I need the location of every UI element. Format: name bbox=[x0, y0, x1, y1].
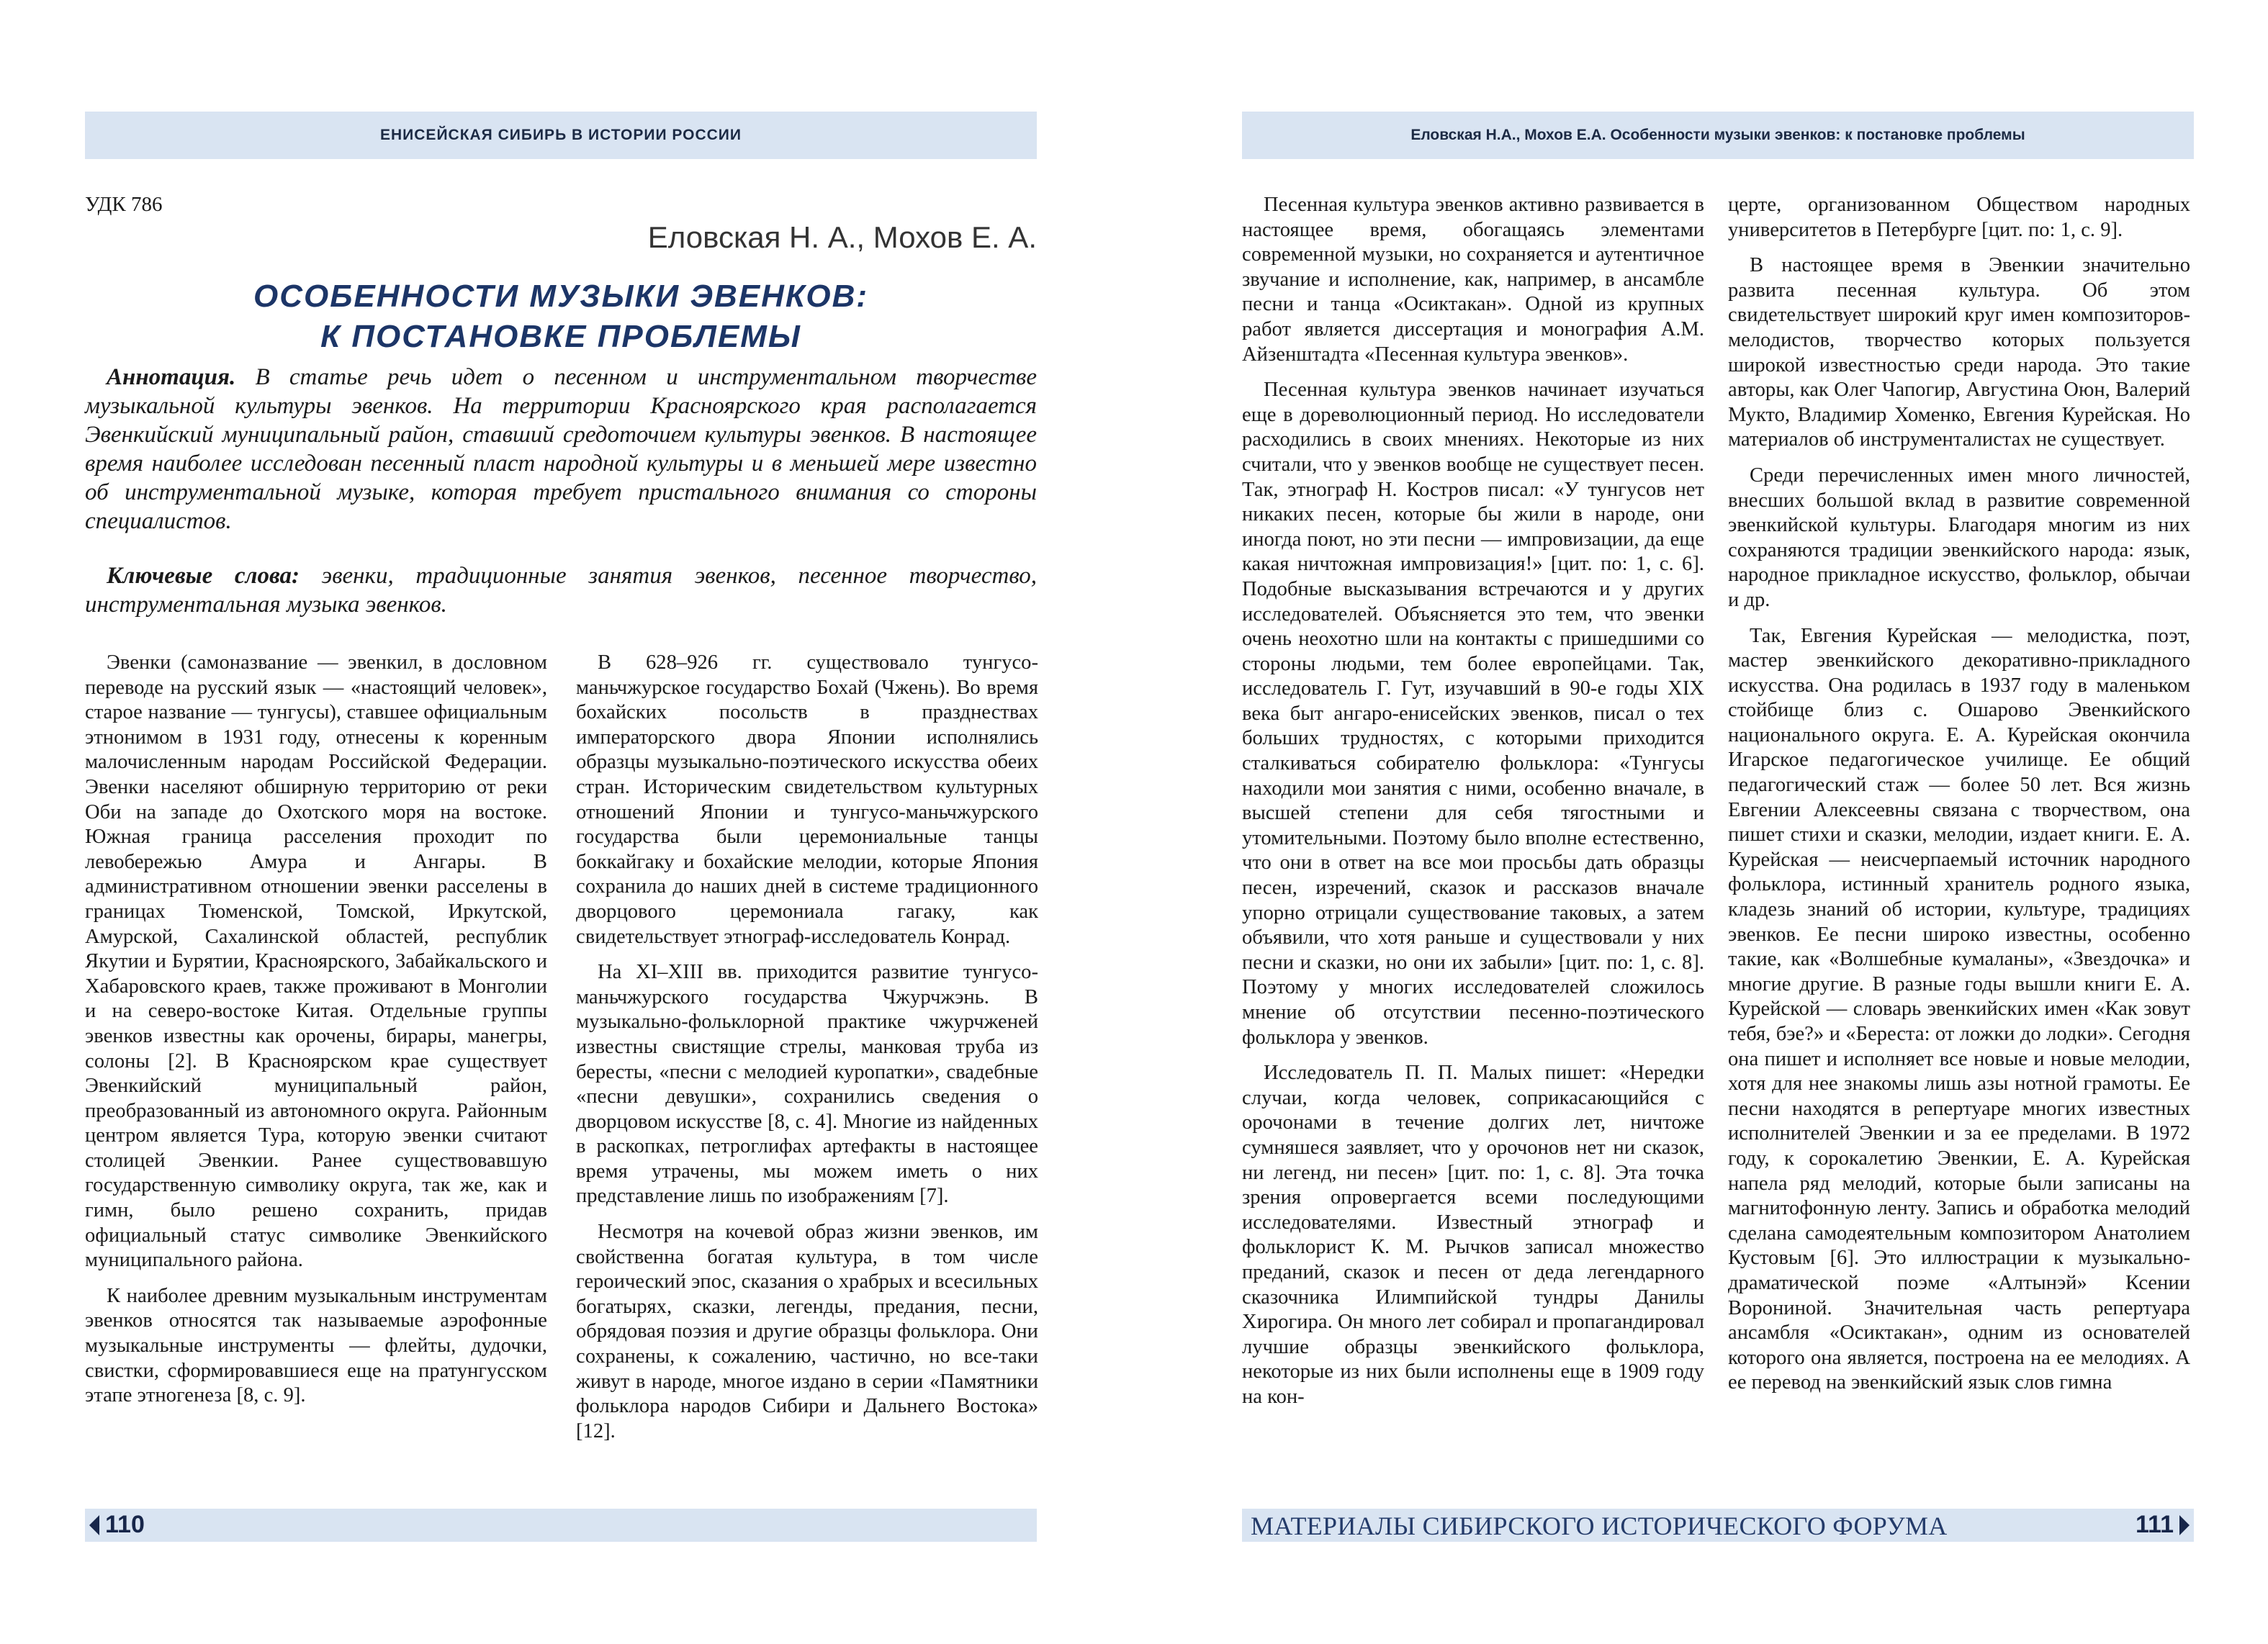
paragraph: Так, Евгения Курейская — мелодистка, поэт, мастер эвенкийского декоративно-прикладного искусства. Она родилась в 1937 году в маленьком стойбище близ с. Ошарово Эвенкийского национального округа. Е. А. Курейская окончила Игарское педагогическое училище. Ее общий педагогический стаж — более 50 лет. Вся жизнь Евгении Алексеевны связана с творчеством, она пишет стихи и сказки, мелодии, издает книги. Е. А. Курейская — неисчерпаемый источник народного фольклора, истинный хранитель родного языка, кладезь знаний об истории, культуре, традициях эвенков. Ее песни широко известны, особенно такие, как «Волшебные кумаланы», «Звездочка» и многие другие. В разные годы вышли книги Е. А. Курейской — словарь эвенкийских имен «Как зовут тебя, бэе?» и «Береста: от ложки до лодки». Сегодня она пишет и исполняет все новые и новые мелодии, хотя для нее знакомы лишь азы нотной грамоты. Ее песни находятся в репертуаре многих известных исполнителей Эвенкии и за ее пределами. В 1972 году, к сорокалетию Эвенкии, Е. А. Курейская напела ряд мелодий, которые были записаны на магнитофонную ленту. Запись и обработка мелодий сделана самодеятельным композитором Анатолием Кустовым [6]. Это иллюстрации к музыкально-драматической поэме «Алтынэй» Ксении Ворониной. Значительная часть репертуара ансамбля «Осиктакан», одним из основателей которого она является, построена на ее мелодиях. А ее перевод на эвенкийский язык слов гимна bbox=[1728, 624, 2190, 1394]
journal-title: МАТЕРИАЛЫ СИБИРСКОГО ИСТОРИЧЕСКОГО ФОРУМА bbox=[1251, 1512, 1948, 1540]
udk-code: УДК 786 bbox=[85, 193, 163, 216]
authors: Еловская Н. А., Мохов Е. А. bbox=[647, 220, 1037, 254]
left-column-1 bbox=[85, 651, 547, 1419]
keywords-text: эвенки, традиционные занятия эвенков, песенное творчество, инструментальная музыка эвенков. bbox=[85, 563, 1037, 618]
paragraph-continued: церте, организованном Обществом народных университетов в Петербурге [цит. по: 1, с. 9]. bbox=[1728, 194, 2190, 241]
paragraph: На XI–XIII вв. приходится развитие тунгусо-маньчжурского государства Чжурчжэнь. В музыкально-фольклорной практике чжурчженей известны свистящие стрелы, манковая труба из бересты, «песни с мелодией куропатки», свадебные «песни девушки», сохранились сведения о дворцовом искусстве [8, с. 4]. Многие из найденных в раскопках, петроглифах артефакты в настоящее время утрачены, мы можем иметь о них представление лишь по изображениям [7]. bbox=[576, 961, 1038, 1208]
running-head-right bbox=[1242, 112, 2194, 159]
title-line-1: ОСОБЕННОСТИ МУЗЫКИ ЭВЕНКОВ: bbox=[253, 279, 869, 314]
chevron-left-icon bbox=[89, 1515, 99, 1535]
running-head-left bbox=[85, 112, 1037, 159]
keywords-label: Ключевые слова: bbox=[107, 563, 300, 589]
page-number-text: 110 bbox=[105, 1511, 145, 1538]
article-title bbox=[85, 276, 1037, 357]
footer-left bbox=[85, 1509, 1037, 1542]
running-head-text: Еловская Н.А., Мохов Е.А. Особенности музыки эвенков: к постановке проблемы bbox=[1410, 127, 2025, 143]
paragraph: Песенная культура эвенков активно развивается в настоящее время, обогащаясь элементами современной музыки, но сохраняется и аутентичное звучание и исполнение, как, например, в ансамбле песни и танца «Осиктакан». Одной из крупных работ является диссертация и монография А.М. Айзенштадта «Песенная культура эвенков». bbox=[1242, 194, 1704, 366]
paragraph: Несмотря на кочевой образ жизни эвенков, им свойственна богатая культура, в том числе героический эпос, сказания о храбрых и всесильных богатырях, сказки, легенды, предания, песни, обрядовая поэзия и другие образцы фольклора. Они сохранены, к сожалению, частично, но все-таки живут в народе, многое издано в серии «Памятники фольклора народов Сибири и Дальнего Востока» [12]. bbox=[576, 1221, 1038, 1442]
paragraph: Среди перечисленных имен много личностей, внесших большой вклад в развитие современной эвенкийской культуры. Благодаря многим из них сохраняются традиции эвенкийского народа: язык, народное прикладное искусство, фольклор, обычаи и др. bbox=[1728, 464, 2190, 611]
paragraph: Песенная культура эвенков начинает изучаться еще в дореволюционный период. Но исследователи расходились в своих мнениях. Некоторые из них считали, что у эвенков вообще не существует песен. Так, этнограф Н. Костров писал: «У тунгусов нет никаких песен, которые бы жили в народе, они иногда поют, но эти песни — импровизации, да еще какая ничтожная импровизация!» [цит. по: 1, с. 6]. Подобные высказывания встречаются и у других исследователей. Объясняется это тем, что эвенки очень неохотно шли на контакты с пришедшими со стороны людьми, тем более европейцами. Так, исследователь Г. Гут, изучавший в 90-е годы XIX века быт ангаро-енисейских эвенков, писал о тех больших трудностях, с которыми приходится сталкиваться собирателю фольклора: «Тунгусы находили мои занятия с ними, особенно вначале, в высшей степени для себя тягостными и утомительными. Поэтому было вполне естественно, что они в ответ на все мои просьбы дать образцы песен, изречений, сказок и рассказов вначале упорно отрицали существование таковых, а затем объявили, что хотя раньше и существовали у них песни и сказки, но они их забыли» [цит. по: 1, с. 8]. Поэтому у многих исследователей сложилось мнение об отсутствии песенно-поэтического фольклора у эвенков. bbox=[1242, 379, 1704, 1049]
left-column-2 bbox=[576, 651, 1038, 1455]
keywords bbox=[85, 561, 1037, 619]
paragraph: В настоящее время в Эвенкии значительно развита песенная культура. Об этом свидетельствует широкий круг имен композиторов-мелодистов, творчество которых пользуется широкой известностью среди народа. Это такие авторы, как Олег Чапогир, Августина Оюн, Валерий Мукто, Владимир Хоменко, Евгения Курейская. Но материалов об инструменталистах не существует. bbox=[1728, 254, 2190, 451]
right-page bbox=[1134, 0, 2268, 1644]
paragraph: К наиболее древним музыкальным инструментам эвенков относятся так называемые аэрофонные музыкальные инструменты — флейты, дудочки, свистки, сформировавшиеся еще на пратунгусском этапе этногенеза [8, с. 9]. bbox=[85, 1284, 547, 1407]
page-number-left bbox=[89, 1511, 145, 1539]
running-head-text: ЕНИСЕЙСКАЯ СИБИРЬ В ИСТОРИИ РОССИИ bbox=[380, 127, 742, 143]
paragraph: Исследователь П. П. Малых пишет: «Нередки случаи, когда человек, соприкасающийся с орочонами в течение долгих лет, ничтоже сумняшеся заявляет, что у орочонов нет ни сказок, ни легенд, ни песен» [цит. по: 1, с. 8]. Эта точка зрения опровергается всеми последующими исследователями. Известный этнограф и фольклорист К. М. Рычков записал множество преданий, сказок и песен от деда легендарного сказочника Илимпийской тундры Данилы Хирогира. Он много лет собирал и пропагандировал лучшие образцы эвенкийского фольклора, некоторые из них были исполнены еще в 1909 году на кон- bbox=[1242, 1062, 1704, 1408]
right-column-2 bbox=[1728, 193, 2190, 1406]
paragraph: В 628–926 гг. существовало тунгусо-маньчжурское государство Бохай (Чжень). Во время бохайских посольств в празднествах императорского двора Японии исполнялись образцы музыкально-поэтического искусства обеих стран. Историческим свидетельством культурных отношений Японии и тунгусо-маньчжурского государства были церемониальные танцы боккайгаку и бохайские мелодии, которые Япония сохранила до наших дней в системе традиционного дворцового церемониала гагаку, как свидетельствует этнограф-исследователь Конрад. bbox=[576, 651, 1038, 948]
abstract bbox=[85, 363, 1037, 536]
footer-right bbox=[1242, 1509, 2194, 1542]
abstract-text: В статье речь идет о песенном и инструментальном творчестве музыкальной культуры эвенков. На территории Красноярского края располагается Эвенкийский муниципальный район, ставший средоточием культуры эвенков. В настоящее время наиболее исследован песенный пласт народной культуры и в меньшей мере известно об инструментальной музыке, которая требует пристального внимания со стороны специалистов. bbox=[85, 364, 1037, 534]
paragraph: Эвенки (самоназвание — эвенкил, в дословном переводе на русский язык — «настоящий человек», старое название — тунгусы), ставшее официальным этнонимом в 1931 году, отнесены к коренным малочисленным народам Российской Федерации. Эвенки населяют обширную территорию от реки Оби на западе до Охотского моря на востоке. Южная граница расселения проходит по левобережью Амура и Ангары. В административном отношении эвенки расселены в границах Тюменской, Томской, Иркутской, Амурской, Сахалинской областей, республик Якутии и Бурятии, Красноярского, Забайкальского и Хабаровского краев, также проживают в Монголии и на северо-востоке Китая. Отдельные группы эвенков известны как орочены, бирары, манегры, солоны [2]. В Красноярском крае существует Эвенкийский муниципальный район, преобразованный из автономного округа. Районным центром является Тура, которую эвенки считают столицей Эвенкии. Ранее существовавшую государственную символику округа, так же, как и гимн, было решено сохранить, придав официальный статус символике Эвенкийского муниципального района. bbox=[85, 651, 547, 1272]
right-column-1 bbox=[1242, 193, 1704, 1421]
title-line-2: К ПОСТАНОВКЕ ПРОБЛЕМЫ bbox=[320, 319, 801, 354]
page-number-right bbox=[2136, 1511, 2190, 1539]
chevron-right-icon bbox=[2179, 1515, 2190, 1535]
page-number-text: 111 bbox=[2136, 1511, 2174, 1538]
abstract-label: Аннотация. bbox=[107, 364, 236, 390]
